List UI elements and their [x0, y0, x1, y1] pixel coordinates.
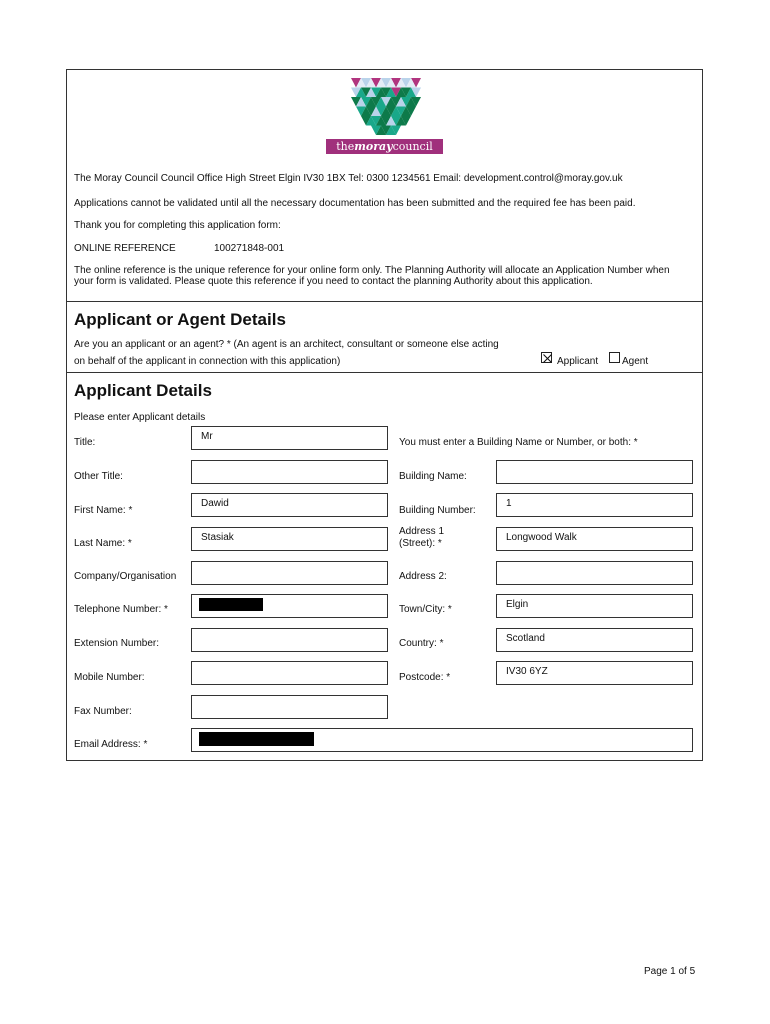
first-name-field[interactable]: Dawid	[191, 493, 388, 517]
email-label: Email Address: *	[74, 739, 148, 750]
extension-field[interactable]	[191, 628, 388, 652]
address1-label-line-2: (Street): *	[399, 538, 442, 549]
building-name-field[interactable]	[496, 460, 693, 484]
reference-note-line-2: your form is validated. Please quote this reference if you need to contact the planning Authority about this application.	[74, 276, 593, 287]
applicant-checkbox[interactable]	[541, 352, 552, 363]
address2-field[interactable]	[496, 561, 693, 585]
first-name-label: First Name: *	[74, 505, 133, 516]
postcode-label: Postcode: *	[399, 672, 451, 683]
section-divider	[66, 301, 703, 302]
title-label: Title:	[74, 437, 96, 448]
applicant-option-label: Applicant	[557, 356, 599, 367]
building-number-field[interactable]: 1	[496, 493, 693, 517]
logo-suffix: council	[392, 140, 433, 153]
extension-label: Extension Number:	[74, 638, 160, 649]
contact-line: The Moray Council Council Office High Street Elgin IV30 1BX Tel: 0300 1234561 Email: development.control@moray.gov.uk	[74, 173, 623, 184]
country-label: Country: *	[399, 638, 444, 649]
town-field[interactable]: Elgin	[496, 594, 693, 618]
online-reference-label: ONLINE REFERENCE	[74, 243, 176, 254]
address1-label-line-1: Address 1	[399, 526, 445, 537]
applicant-agent-question-line-2: on behalf of the applicant in connection with this application)	[74, 356, 341, 367]
fax-field[interactable]	[191, 695, 388, 719]
building-name-label: Building Name:	[399, 471, 467, 482]
logo-wordmark	[326, 139, 443, 154]
validation-note: Applications cannot be validated until all the necessary documentation has been submitted and the required fee has been paid.	[74, 198, 636, 209]
redaction-block	[199, 732, 314, 746]
agent-option-label: Agent	[622, 356, 649, 367]
fax-label: Fax Number:	[74, 706, 132, 717]
postcode-field[interactable]: IV30 6YZ	[496, 661, 693, 685]
agent-checkbox[interactable]	[609, 352, 620, 363]
town-label: Town/City: *	[399, 604, 452, 615]
thanks-line: Thank you for completing this application form:	[74, 220, 281, 231]
applicant-details-intro: Please enter Applicant details	[74, 412, 206, 423]
section-title-applicant-or-agent: Applicant or Agent Details	[74, 310, 286, 329]
logo-prefix: the	[336, 140, 355, 153]
building-number-label: Building Number:	[399, 505, 476, 516]
reference-note-line-1: The online reference is the unique reference for your online form only. The Planning Authority will allocate an Application Number when	[74, 265, 670, 276]
title-field[interactable]: Mr	[191, 426, 388, 450]
other-title-field[interactable]	[191, 460, 388, 484]
last-name-label: Last Name: *	[74, 538, 132, 549]
building-requirement-note: You must enter a Building Name or Number, or both: *	[399, 437, 638, 448]
redaction-block	[199, 598, 263, 611]
online-reference-value: 100271848-001	[214, 243, 285, 254]
company-field[interactable]	[191, 561, 388, 585]
section-divider	[66, 372, 703, 373]
page-number: Page 1 of 5	[644, 966, 696, 977]
company-label: Company/Organisation	[74, 571, 177, 582]
address2-label: Address 2:	[399, 571, 447, 582]
logo-name: moray	[354, 140, 393, 153]
checkmark-x-icon	[542, 353, 553, 364]
address1-field[interactable]: Longwood Walk	[496, 527, 693, 551]
mobile-label: Mobile Number:	[74, 672, 145, 683]
mobile-field[interactable]	[191, 661, 388, 685]
applicant-agent-question-line-1: Are you an applicant or an agent? * (An agent is an architect, consultant or someone else acting	[74, 339, 499, 350]
telephone-label: Telephone Number: *	[74, 604, 168, 615]
moray-council-logo	[350, 77, 422, 137]
other-title-label: Other Title:	[74, 471, 123, 482]
country-field[interactable]: Scotland	[496, 628, 693, 652]
section-title-applicant-details: Applicant Details	[74, 381, 212, 400]
last-name-field[interactable]: Stasiak	[191, 527, 388, 551]
